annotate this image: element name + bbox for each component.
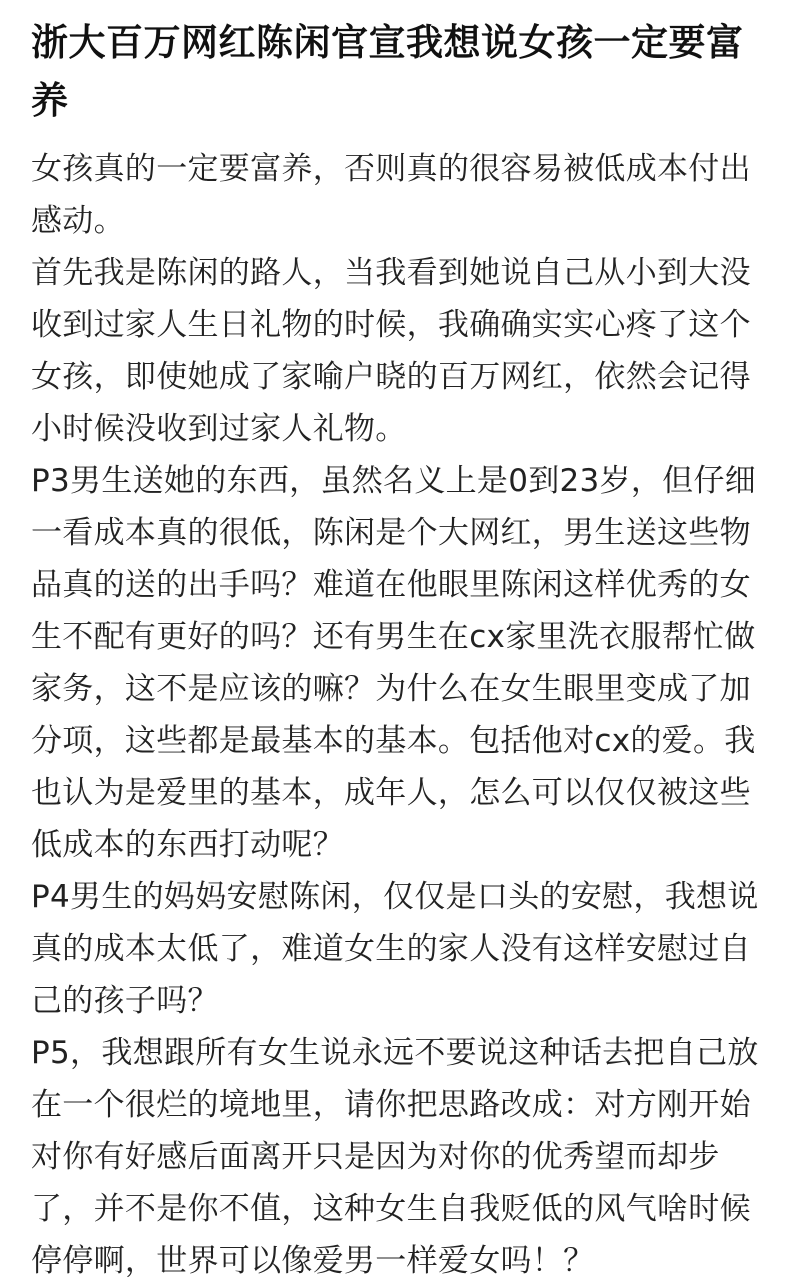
- paragraph-p4: P4男生的妈妈安慰陈闲，仅仅是口头的安慰，我想说真的成本太低了，难道女生的家人没有这样安慰过自己的孩子吗？: [31, 879, 759, 1019]
- article-title: 浙大百万网红陈闲官宣我想说女孩一定要富养: [31, 21, 744, 122]
- paragraph-p3: P3男生送她的东西，虽然名义上是0到23岁，但仔细一看成本真的很低，陈闲是个大网红，男生送这些物品真的送的出手吗？难道在他眼里陈闲这样优秀的女生不配有更好的吗？还有男生在cx家里洗衣服帮忙做家务，这不是应该的嘛？为什么在女生眼里变成了加分项，这些都是最基本的基本。包括他对cx的爱。我也认为是爱里的基本，成年人，怎么可以仅仅被这些低成本的东西打动呢？: [31, 463, 757, 863]
- paragraph-intro: 女孩真的一定要富养，否则真的很容易被低成本付出感动。: [31, 151, 751, 239]
- paragraph-first: 首先我是陈闲的路人，当我看到她说自己从小到大没收到过家人生日礼物的时候，我确确实实心疼了这个女孩，即使她成了家喻户晓的百万网红，依然会记得小时候没收到过家人礼物。: [31, 255, 751, 447]
- article-body: [31, 143, 759, 1287]
- paragraph-p5: P5，我想跟所有女生说永远不要说这种话去把自己放在一个很烂的境地里，请你把思路改成：对方刚开始对你有好感后面离开只是因为对你的优秀望而却步了，并不是你不值，这种女生自我贬低的风气啥时候停停啊，世界可以像爱男一样爱女吗！？: [31, 1035, 759, 1279]
